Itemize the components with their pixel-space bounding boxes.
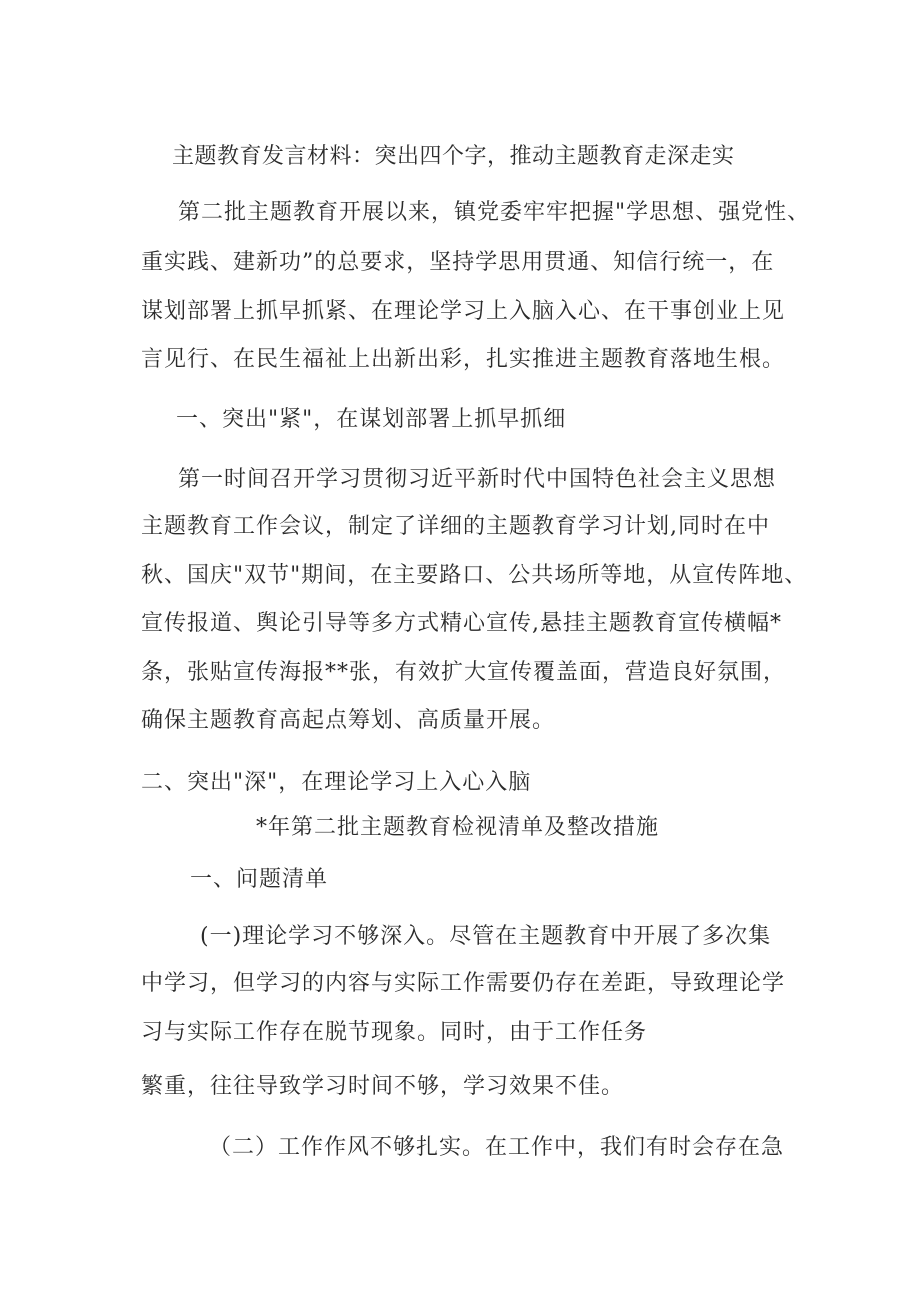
intro-line-4: 言见行、在民生福祉上出新出彩，扎实推进主题教育落地生根。 [141,347,786,372]
intro-line-1: 第二批主题教育开展以来，镇党委牢牢把握"学思想、强党性、 [178,200,811,225]
item1-line-1: (一)理论学习不够深入。尽管在主题教育中开展了多次集 [200,924,772,949]
section1-heading: 一、突出"紧"，在谋划部署上抓早抓细 [176,407,567,432]
problem-list-heading: 一、问题清单 [190,867,329,892]
intro-line-3: 谋划部署上抓早抓紧、在理论学习上入脑入心、在干事创业上见 [141,299,786,324]
section1-line-6: 确保主题教育高起点筹划、高质量开展。 [141,708,556,733]
item1-line-3: 习与实际工作存在脱节现象。同时，由于工作任务 [141,1020,648,1045]
section1-line-5: 条，张贴宣传海报**张，有效扩大宣传覆盖面，营造良好氛围， [141,660,787,685]
item1-line-4: 繁重，往往导致学习时间不够，学习效果不佳。 [141,1074,625,1099]
document-subtitle: *年第二批主题教育检视清单及整改措施 [256,815,660,840]
section1-line-1: 第一时间召开学习贯彻习近平新时代中国特色社会主义思想 [178,467,777,492]
section1-line-3: 秋、国庆"双节"期间，在主要路口、公共场所等地，从宣传阵地、 [141,563,808,588]
item1-line-2: 中学习，但学习的内容与实际工作需要仍存在差距，导致理论学 [141,971,786,996]
section2-heading: 二、突出"深"，在理论学习上入心入脑 [141,770,532,795]
intro-line-2: 重实践、建新功”的总要求，坚持学思用贯通、知信行统一，在 [141,250,775,275]
section1-line-2: 主题教育工作会议，制定了详细的主题教育学习计划,同时在中 [141,514,770,539]
item2-line-1: （二）工作作风不够扎实。在工作中，我们有时会存在急 [209,1135,785,1160]
section1-line-4: 宣传报道、舆论引导等多方式精心宣传,悬挂主题教育宣传横幅* [141,611,782,636]
document-title: 主题教育发言材料：突出四个字，推动主题教育走深走实 [172,144,735,169]
